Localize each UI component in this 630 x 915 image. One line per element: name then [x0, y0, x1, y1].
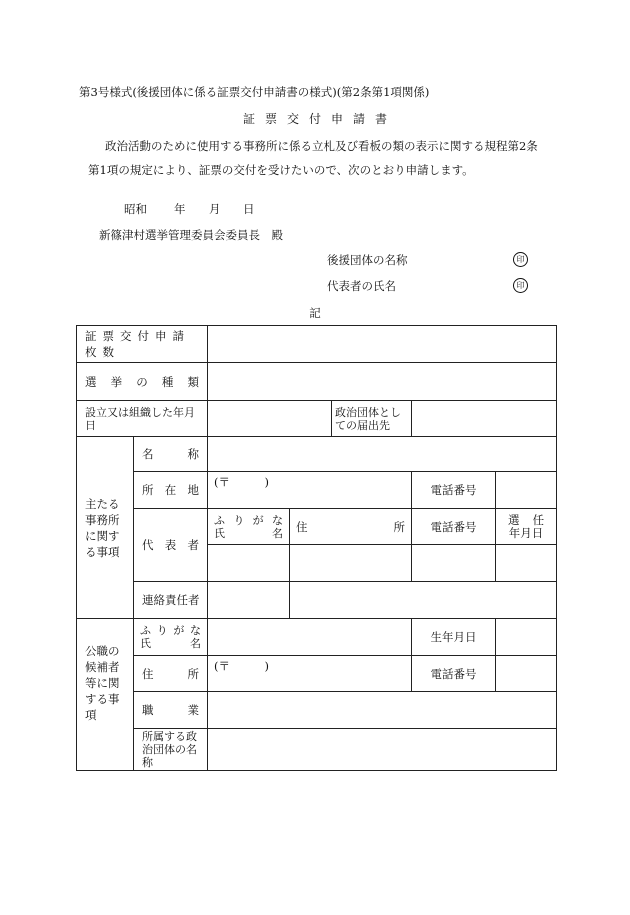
title-char: 証: [242, 112, 255, 126]
date-era: 昭和: [124, 202, 147, 216]
candidate-address-label: 住 所: [134, 656, 208, 692]
office-address-field[interactable]: [208, 472, 412, 509]
candidate-phone-field[interactable]: [496, 656, 557, 692]
table-row: [77, 401, 557, 437]
postal-mark: (〒 ): [214, 659, 269, 673]
table-row: [77, 582, 557, 619]
table-row: [77, 437, 557, 472]
ki-heading: 記: [309, 306, 321, 320]
document-title: [0, 110, 630, 127]
candidate-name-field[interactable]: [208, 619, 412, 656]
table-row: [77, 729, 557, 771]
date-month: 月: [209, 202, 221, 216]
title-char: 請: [352, 112, 365, 126]
established-date-label: 設立又は組織した年月日: [77, 401, 208, 437]
table-row: [77, 326, 557, 363]
addressee: 新篠津村選挙管理委員会委員長 殿: [99, 228, 283, 242]
table-row: [77, 509, 557, 545]
rep-name-field[interactable]: [208, 545, 290, 582]
contact-person-field-2[interactable]: [290, 582, 557, 619]
body-paragraph-line1: 政治活動のために使用する事務所に係る立札及び看板の類の表示に関する規程第2条: [105, 139, 538, 153]
representative-label: 代 表 者: [134, 509, 208, 582]
table-row: [77, 619, 557, 656]
title-char: 申: [330, 112, 343, 126]
table-row: [77, 692, 557, 729]
office-phone-label: 電話番号: [412, 472, 496, 509]
rep-address-header: 住 所: [290, 509, 412, 545]
seal-mark: 印: [513, 278, 528, 293]
table-row: [77, 363, 557, 401]
title-char: 書: [374, 112, 387, 126]
title-char: 付: [308, 112, 321, 126]
candidate-phone-label: 電話番号: [412, 656, 496, 692]
birth-date-field[interactable]: [496, 619, 557, 656]
rep-address-field[interactable]: [290, 545, 412, 582]
rep-phone-field[interactable]: [412, 545, 496, 582]
application-table: [76, 325, 557, 771]
occupation-field[interactable]: [208, 692, 557, 729]
rep-phone-header: 電話番号: [412, 509, 496, 545]
candidate-address-field[interactable]: [208, 656, 412, 692]
birth-date-label: 生年月日: [412, 619, 496, 656]
election-type-field[interactable]: [208, 363, 557, 401]
rep-elected-date-field[interactable]: [496, 545, 557, 582]
affiliated-org-label: 所属する政治団体の名称: [134, 729, 208, 771]
count-label: 証票交付申請枚数: [77, 326, 208, 363]
body-paragraph-line2: 第1項の規定により、証票の交付を受けたいので、次のとおり申請します。: [88, 163, 474, 177]
election-type-label: 選 挙 の 種 類: [77, 363, 208, 401]
affiliated-org-field[interactable]: [208, 729, 557, 771]
count-field[interactable]: [208, 326, 557, 363]
rep-elected-date-header: 選 任 年月日: [496, 509, 557, 545]
table-row: [77, 656, 557, 692]
notice-destination-label: 政治団体としての届出先: [332, 401, 412, 437]
contact-person-field-1[interactable]: [208, 582, 290, 619]
office-phone-field[interactable]: [496, 472, 557, 509]
title-char: 票: [264, 112, 277, 126]
office-name-label: 名 称: [134, 437, 208, 472]
notice-destination-field[interactable]: [412, 401, 557, 437]
occupation-label: 職 業: [134, 692, 208, 729]
form-number-header: 第3号様式(後援団体に係る証票交付申請書の様式)(第2条第1項関係): [79, 85, 430, 99]
date-year: 年: [174, 202, 186, 216]
established-date-field[interactable]: [208, 401, 332, 437]
candidate-furigana-name-label: ふ り が な 氏 名: [134, 619, 208, 656]
date-line: [124, 201, 255, 217]
rep-furigana-name-header: ふ り が な 氏 名: [208, 509, 290, 545]
title-char: 交: [286, 112, 299, 126]
office-address-label: 所 在 地: [134, 472, 208, 509]
table-row: [77, 472, 557, 509]
contact-person-label: 連絡責任者: [134, 582, 208, 619]
candidate-section-label: 公職の候補者等に関する事項: [77, 619, 134, 771]
seal-mark: 印: [513, 252, 528, 267]
org-name-label: 後援団体の名称: [327, 253, 408, 267]
postal-mark: (〒 ): [214, 475, 269, 489]
office-name-field[interactable]: [208, 437, 557, 472]
date-day: 日: [243, 202, 255, 216]
main-office-section-label: 主たる事務所に関する事項: [77, 437, 134, 619]
rep-name-label: 代表者の氏名: [327, 279, 396, 293]
